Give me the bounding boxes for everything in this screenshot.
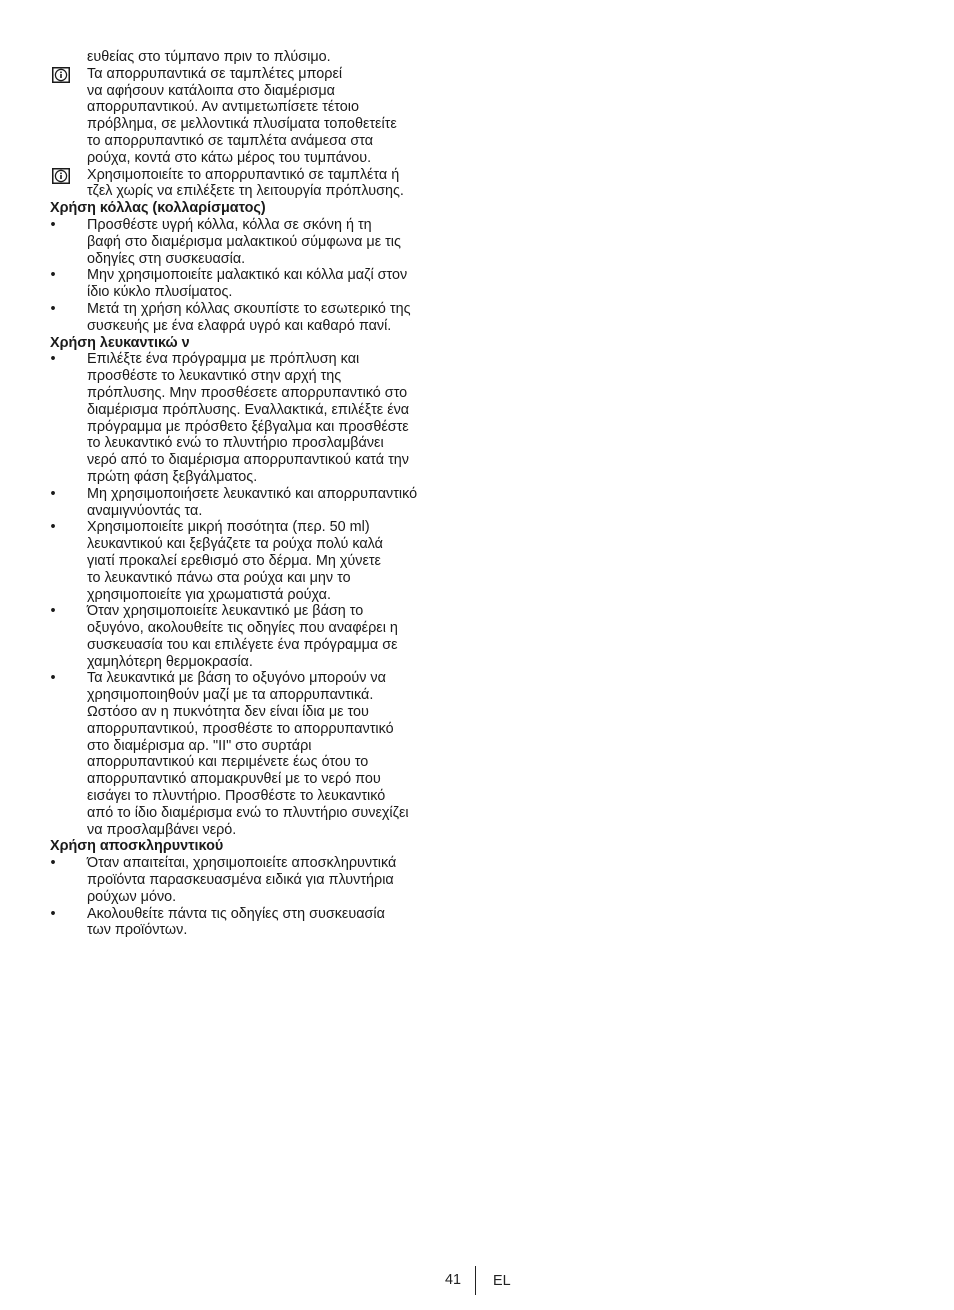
list-item-line: να προσλαμβάνει νερό. — [87, 821, 237, 838]
note-line: Χρησιμοποιείτε το απορρυπαντικό σε ταμπλέτα ή — [87, 166, 400, 183]
list-item — [50, 267, 470, 301]
list-item-line: Μην χρησιμοποιείτε μαλακτικό και κόλλα μαζί στον — [87, 267, 408, 284]
document-body — [50, 49, 470, 939]
list-item-line: το λευκαντικό ενώ το πλυντήριο προσλαμβάνει — [87, 435, 384, 452]
page-footer — [0, 1266, 954, 1296]
list-item-line: γιατί προκαλεί ερεθισμό στο δέρμα. Μη χύνετε — [87, 552, 381, 569]
list-item-line: Μη χρησιμοποιήσετε λευκαντικό και απορρυπαντικό — [87, 485, 418, 502]
bullet-marker: • — [50, 485, 56, 502]
list-item — [50, 217, 470, 267]
section-heading: Χρήση λευκαντικώ ν — [50, 334, 190, 351]
note-line: ρούχα, κοντά στο κάτω μέρος του τυμπάνου. — [87, 149, 372, 166]
list-item-line: απορρυπαντικό απομακρυνθεί με το νερό που — [87, 771, 381, 788]
list-item-line: συσκευασία του και επιλέγετε ένα πρόγραμμα σε — [87, 636, 398, 653]
list-item — [50, 486, 470, 520]
note-line: το απορρυπαντικό σε ταμπλέτα ανάμεσα στα — [87, 132, 374, 149]
list-item-line: ρούχων μόνο. — [87, 888, 177, 905]
language-code: EL — [493, 1273, 511, 1289]
list-item-line: Χρησιμοποιείτε μικρή ποσότητα (περ. 50 ml) — [87, 519, 370, 536]
section-heading: Χρήση αποσκληρυντικού — [50, 838, 224, 855]
bullet-marker: • — [50, 670, 56, 687]
list-item-line: από το ίδιο διαμέρισμα ενώ το πλυντήριο συνεχίζει — [87, 804, 409, 821]
note-line: απορρυπαντικού. Αν αντιμετωπίσετε τέτοιο — [87, 99, 359, 116]
list-item-line: εισάγει το πλυντήριο. Προσθέστε το λευκαντικό — [87, 788, 386, 805]
list-item-line: πρώτη φάση ξεβγάλματος. — [87, 468, 258, 485]
list-item-line: οξυγόνο, ακολουθείτε τις οδηγίες που αναφέρει η — [87, 620, 398, 637]
note-line: να αφήσουν κατάλοιπα στο διαμέρισμα — [87, 82, 335, 99]
list-item-line: Μετά τη χρήση κόλλας σκουπίστε το εσωτερικό της — [87, 300, 411, 317]
bullet-marker: • — [50, 267, 56, 284]
section-heading: Χρήση κόλλας (κολλαρίσματος) — [50, 200, 266, 217]
list-item — [50, 603, 470, 670]
bullet-marker: • — [50, 603, 56, 620]
list-item — [50, 351, 470, 485]
bullet-marker: • — [50, 519, 56, 536]
note-line: πρόβλημα, σε μελλοντικά πλυσίματα τοποθετείτε — [87, 116, 397, 133]
list-item-line: χρησιμοποιηθούν μαζί με τα απορρυπαντικά. — [87, 687, 374, 704]
list-item-line: χαμηλότερη θερμοκρασία. — [87, 653, 253, 670]
list-item — [50, 301, 470, 335]
list-item-line: Ακολουθείτε πάντα τις οδηγίες στη συσκευασία — [87, 905, 385, 922]
list-item-line: Επιλέξτε ένα πρόγραμμα με πρόπλυση και — [87, 351, 360, 368]
list-item — [50, 906, 470, 940]
list-item-line: Προσθέστε υγρή κόλλα, κόλλα σε σκόνη ή τη — [87, 216, 372, 233]
list-item-line: πρόγραμμα με πρόσθετο ξέβγαλμα και προσθέστε — [87, 418, 409, 435]
list-item-line: απορρυπαντικού, προσθέστε το απορρυπαντικό — [87, 720, 394, 737]
list-item-line: Ωστόσο αν η πυκνότητα δεν είναι ίδια με του — [87, 704, 369, 721]
bullet-marker: • — [50, 351, 56, 368]
bullet-marker: • — [50, 216, 56, 233]
list-item-line: Όταν απαιτείται, χρησιμοποιείτε αποσκληρυντικά — [87, 855, 397, 872]
page-number: 41 — [444, 1272, 461, 1288]
list-item-line: Όταν χρησιμοποιείτε λευκαντικό με βάση το — [87, 603, 364, 620]
list-item-line: συσκευής με ένα ελαφρά υγρό και καθαρό πανί. — [87, 317, 392, 334]
info-note — [50, 167, 470, 201]
note-line: τζελ χωρίς να επιλέξετε τη λειτουργία πρόπλυσης. — [87, 183, 404, 200]
list-item-line: το λευκαντικό πάνω στα ρούχα και μην το — [87, 569, 351, 586]
list-item-line: προσθέστε το λευκαντικό στην αρχή της — [87, 368, 342, 385]
list-item-line: προϊόντα παρασκευασμένα ειδικά για πλυντήρια — [87, 872, 394, 889]
list-item-line: βαφή στο διαμέρισμα μαλακτικού σύμφωνα με τις — [87, 233, 401, 250]
list-item-line: Τα λευκαντικά με βάση το οξυγόνο μπορούν να — [87, 670, 386, 687]
bullet-marker: • — [50, 300, 56, 317]
list-item — [50, 519, 470, 603]
info-icon — [52, 168, 70, 184]
list-item-line: απορρυπαντικού και περιμένετε έως ότου το — [87, 754, 369, 771]
list-item-line: ίδιο κύκλο πλυσίματος. — [87, 284, 233, 301]
list-item-line: νερό από το διαμέρισμα απορρυπαντικού κατά την — [87, 452, 409, 469]
footer-divider — [475, 1266, 476, 1295]
list-item — [50, 670, 470, 838]
list-item-line: οδηγίες στη συσκευασία. — [87, 250, 246, 267]
list-item-line: χρησιμοποιείτε για χρωματιστά ρούχα. — [87, 586, 331, 603]
list-item-line: στο διαμέρισμα αρ. "II" στο συρτάρι — [87, 737, 312, 754]
info-icon — [52, 67, 70, 83]
list-item — [50, 855, 470, 905]
list-item-line: πρόπλυσης. Μην προσθέσετε απορρυπαντικό στο — [87, 384, 408, 401]
list-item-line: λευκαντικού και ξεβγάζετε τα ρούχα πολύ καλά — [87, 536, 383, 553]
bullet-marker: • — [50, 905, 56, 922]
list-item-line: διαμέρισμα πρόπλυσης. Εναλλακτικά, επιλέξτε ένα — [87, 401, 410, 418]
intro-text: ευθείας στο τύμπανο πριν το πλύσιμο. — [87, 49, 331, 65]
list-item-line: των προϊόντων. — [87, 922, 188, 939]
info-note — [50, 66, 470, 167]
bullet-marker: • — [50, 855, 56, 872]
list-item-line: αναμιγνύοντάς τα. — [87, 502, 203, 519]
note-line: Τα απορρυπαντικά σε ταμπλέτες μπορεί — [87, 65, 343, 82]
